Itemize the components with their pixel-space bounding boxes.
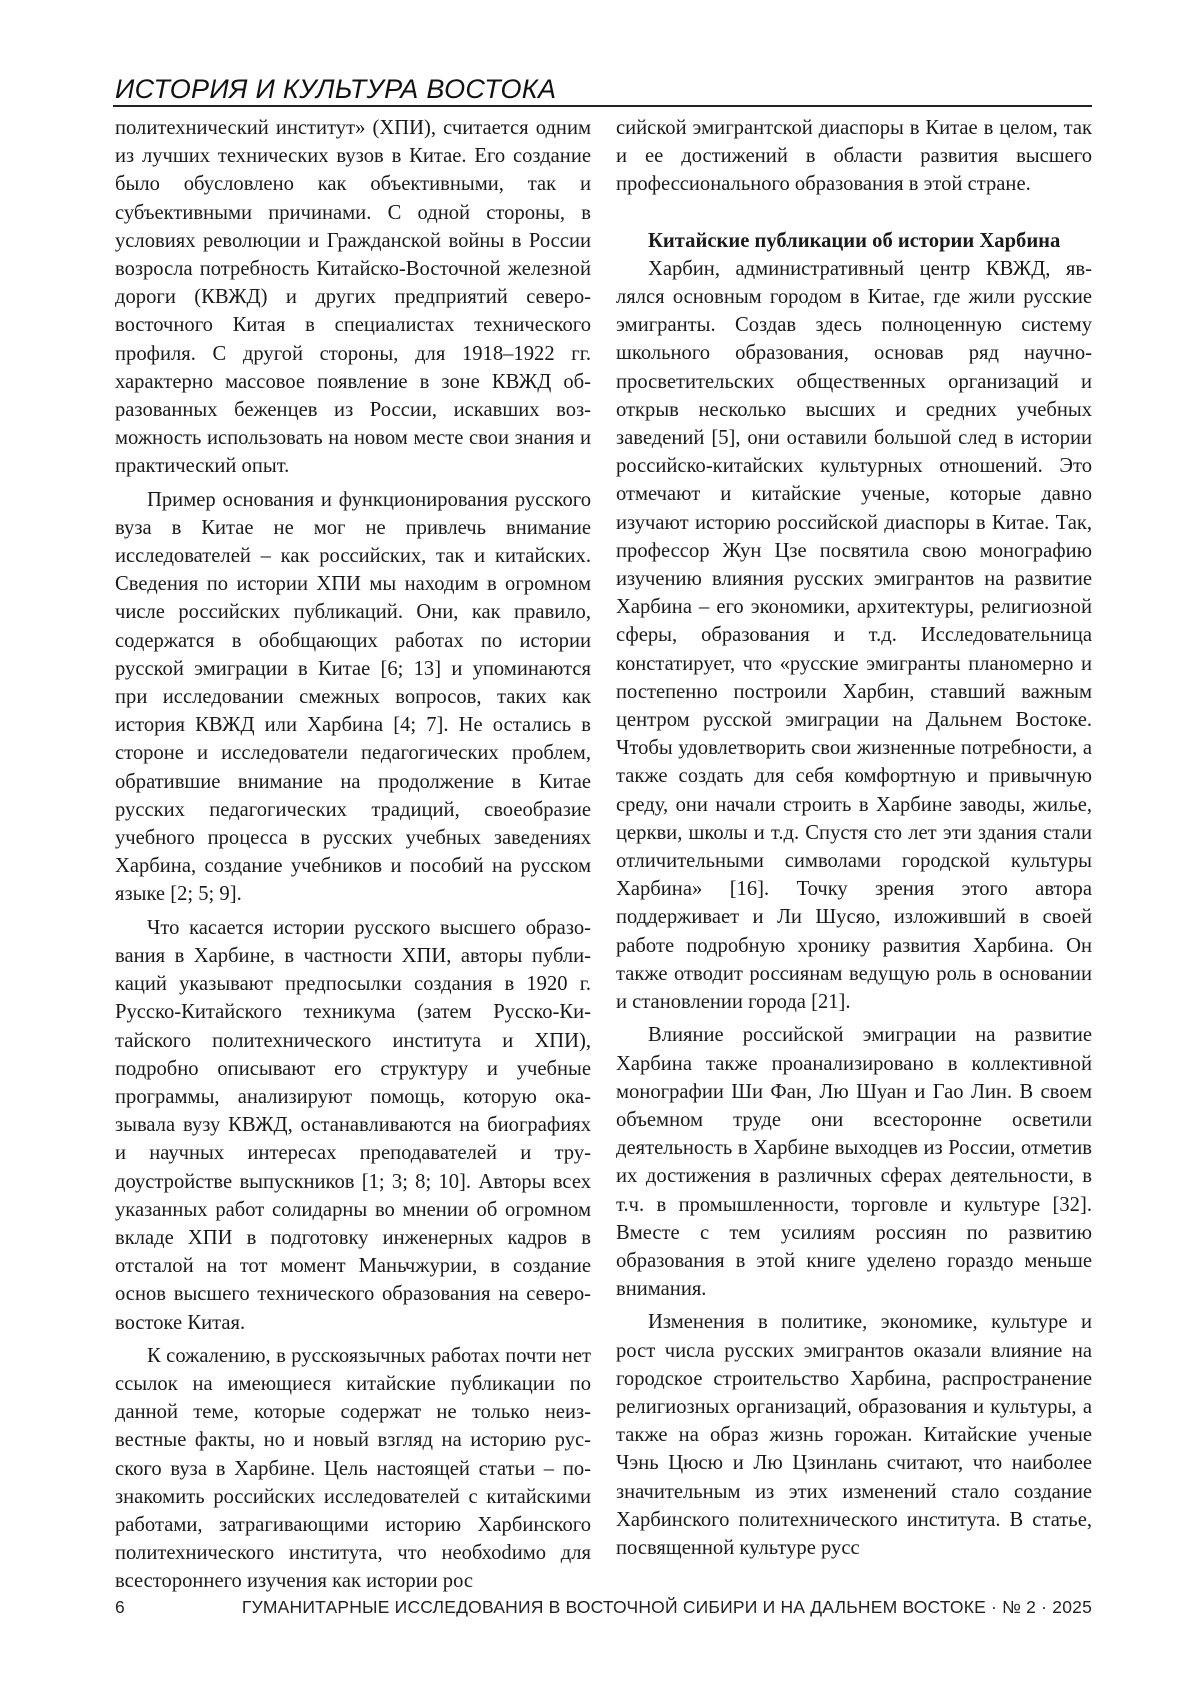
paragraph: Изменения в политике, экономике, культуре и рост числа русских эмигрантов оказали влияние на городское строительство Харбина, распространение религиозных организаций, образования и культуры, а также на образ жизнь горожан. Китайские ученые Чэнь Цюсю и Лю Цзинлань считают, что наиболее значительным из этих изменений стало создание Харбинского политехнического института. В статье, посвященной культуре русс (616, 1311, 1092, 1559)
journal-title: ГУМАНИТАРНЫЕ ИССЛЕДОВАНИЯ В ВОСТОЧНОЙ СИБИРИ И НА ДАЛЬНЕМ ВОСТОКЕ · № 2 · 2025 (241, 1597, 1092, 1617)
header-divider (113, 105, 1092, 107)
paragraph: сийской эмигрантской диаспоры в Китае в целом, так и ее достижений в области развития высшего профессионального образования в этой стране. (616, 117, 1092, 196)
paragraph: Харбин, административный центр КВЖД, являлся основным городом в Китае, где жили русские эмигранты. Создав здесь полноценную систему школьного образования, основав ряд научно-просветительских общественных организаций и открыв несколько высших и средних учебных заведений [5], они оставили большой след в истории российско-китайских культурных отношений. Это отмечают и китайские ученые, которые давно изучают историю российской диаспоры в Китае. Так, профессор Жун Цзе посвятила свою монографию изучению влияния русских эмигрантов на развитие Харбина – его экономики, архитектуры, религиозной сферы, образования и т.д. Исследовательница констатирует, что «русские эмигранты планомерно и постепенно построили Харбин, ставший важным центром русской эмиграции на Дальнем Востоке. Чтобы удовлетворить свои жизненные потребности, а также создать для себя комфортную и привычную среду, они начали строить в Харбине заводы, жилье, церкви, школы и т.д. Спустя сто лет эти здания стали отличительными символами городской культуры Харбина» [16]. Точку зрения этого автора поддерживает и Ли Шусяо, изложивший в своей работе подробную хронику развития Харбина. Он также отводит россиянам ведущую роль в основании и становлении города [21]. (616, 257, 1092, 1014)
right-column (616, 114, 1092, 1567)
paragraph: Влияние российской эмиграции на развитие Харбина также проанализировано в коллективной монографии Ши Фан, Лю Шуан и Гао Лин. В своем объемном труде они всесторонне осветили деятельность в Харбине выходцев из России, отметив их достижения в различных сферах деятельности, в т.ч. в промышленности, торговле и культуре [32]. Вместе с тем усилиям россиян по развитию образования в этой книге уделено гораздо меньше внимания. (616, 1024, 1092, 1301)
paragraph: Пример основания и функционирования русского вуза в Китае не мог не привлечь внимание исследователей – как российских, так и китайских. Сведения по истории ХПИ мы находим в огромном числе российских публикаций. Они, как правило, содержатся в обобщающих работах по истории русской эмиграции в Китае [6; 13] и упоминаются при исследовании смежных вопросов, таких как история КВЖД или Харбина [4; 7]. Не остались в стороне и исследователи педагогических проблем, обратившие внимание на продолжение в Китае русских педагогических традиций, своеобразие учебного процесса в русских учебных заведениях Харбина, создание учебников и пособий на русском языке [2; 5; 9]. (115, 488, 591, 906)
section-heading: Китайские публикации об истории Харбина (648, 229, 1061, 252)
left-column (115, 114, 591, 1601)
running-head-title: ИСТОРИЯ И КУЛЬТУРА ВОСТОКА (115, 74, 557, 104)
paragraph: К сожалению, в русскоязычных работах почти нет ссылок на имеющиеся китайские публикации по данной теме, которые содержат не только неизвестные факты, но и новый взгляд на историю русского вуза в Харбине. Цель настоящей статьи – познакомить российских исследователей с китайскими работами, затрагивающими историю Харбинского политехнического института, что необхоdимо для всестороннего изучения как истории рос (115, 1344, 591, 1593)
paragraph: политехнический институт» (ХПИ), считается одним из лучших технических вузов в Китае. Его создание было обусловлено как объективными, так и субъективными причинами. С одной стороны, в условиях революции и Гражданской войны в России возросла потребность Китайско-Восточной железной дороги (КВЖД) и других предприятий северо-восточного Китая в специалистах технического профиля. С другой стороны, для 1918–1922 гг. характерно массовое появление в зоне КВЖД образованных беженцев из России, искавших возможность использовать на новом месте свои знания и практический опыт. (115, 117, 591, 478)
paragraph: Что касается истории русского высшего образования в Харбине, в частности ХПИ, авторы публикаций указывают предпосылки создания в 1920 г. Русско-Китайского техникума (затем Русско-Китайского политехнического института и ХПИ), подробно описывают его структуру и учебные программы, анализируют помощь, которую оказывала вузу КВЖД, останавливаются на биографиях и научных интересах преподавателей и трудоустройстве выпускников [1; 3; 8; 10]. Авторы всех указанных работ солидарны во мнении об огромном вкладе ХПИ в подготовку инженерных кадров в отсталой на тот момент Маньчжурии, в создание основ высшего технического образования на северо-востоке Китая. (115, 916, 591, 1334)
page-number: 6 (115, 1597, 125, 1617)
